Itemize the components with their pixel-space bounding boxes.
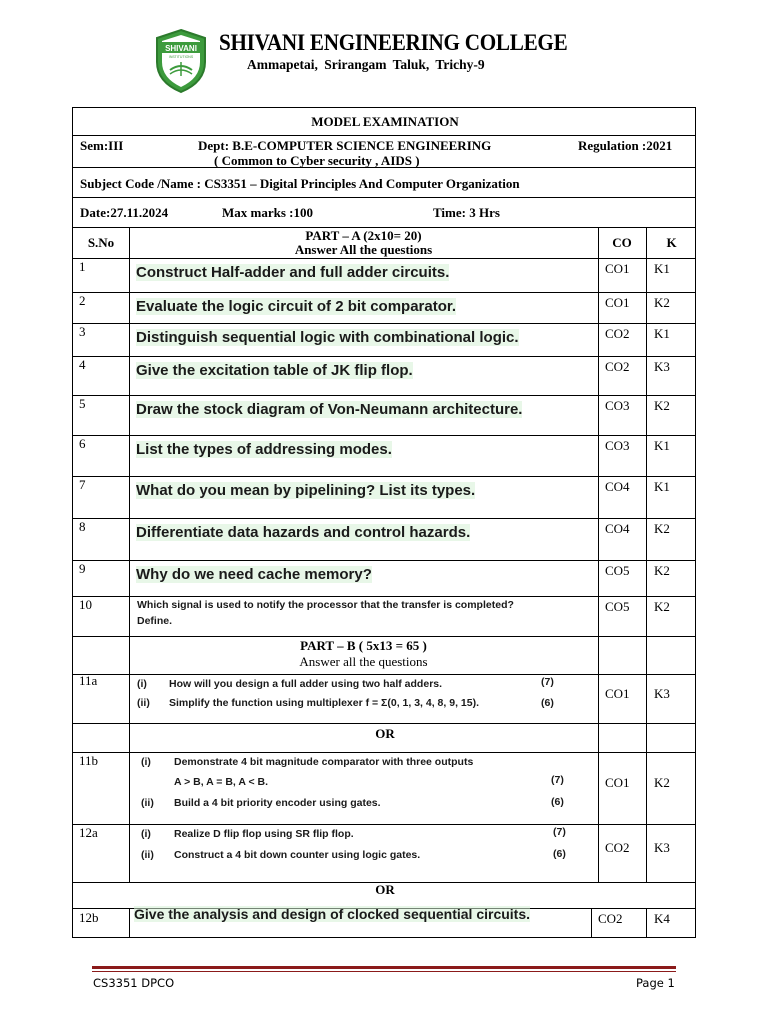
question-number: 8 [79,519,86,534]
q11b-i-text2: A > B, A = B, A < B. [174,776,269,788]
or-label-1: OR [375,726,395,741]
col-co-header: CO [612,235,632,250]
col-k-header: K [666,235,677,250]
part-a-instruction: Answer All the questions [294,242,433,257]
question-co: CO2 [605,326,630,341]
q11a-i-label: (i) [137,678,147,690]
q12a-i-label: (i) [141,828,151,840]
question-text: Construct Half-adder and full adder circuits. [136,264,450,281]
q12a-ii-marks: (6) [553,848,566,860]
q12a-ii-label: (ii) [141,849,154,861]
q11a-ii-marks: (6) [541,697,554,709]
q11b-k: K2 [654,775,670,790]
question-text: Give the excitation table of JK flip flop. [136,362,413,379]
exam-title: MODEL EXAMINATION [311,114,459,129]
question-co: CO3 [605,438,630,453]
q11b-i-marks: (7) [551,774,564,786]
question-text-line2: Define. [137,615,173,627]
question-k-level: K2 [654,398,670,413]
question-text: What do you mean by pipelining? List its types. [136,482,476,499]
q11a-i-text: How will you design a full adder using two half adders. [169,678,443,690]
exam-time: Time: 3 Hrs [433,205,500,220]
q12a-co: CO2 [605,840,630,855]
question-co: CO1 [605,261,630,276]
college-name: SHIVANI ENGINEERING COLLEGE [219,30,568,55]
question-k-level: K2 [654,521,670,536]
question-co: CO5 [605,563,630,578]
question-number: 5 [79,396,86,411]
q11b-i-label: (i) [141,756,151,768]
footer-rule-thick [92,966,676,969]
college-address: Ammapetai, Srirangam Taluk, Trichy-9 [247,57,485,72]
question-number: 9 [79,561,86,576]
question-co: CO2 [605,359,630,374]
q12a-i-marks: (7) [553,826,566,838]
question-k-level: K2 [654,599,670,614]
question-text: List the types of addressing modes. [136,441,392,458]
q12b-co: CO2 [598,911,623,926]
logo-text: SHIVANI [165,44,197,53]
part-b-title: PART – B ( 5x13 = 65 ) [300,638,427,653]
question-text: Why do we need cache memory? [136,566,372,583]
question-k-level: K1 [654,479,670,494]
question-co: CO3 [605,398,630,413]
question-co: CO4 [605,479,630,494]
question-text: Distinguish sequential logic with combinational logic. [136,329,519,346]
question-co: CO5 [605,599,630,614]
exam-table [72,107,696,938]
exam-date: Date:27.11.2024 [80,205,169,220]
question-text: Which signal is used to notify the processor that the transfer is completed? [137,599,514,611]
q11a-ii-text: Simplify the function using multiplexer f = Σ(0, 1, 3, 4, 8, 9, 15). [169,697,479,709]
question-text: Evaluate the logic circuit of 2 bit comparator. [136,298,457,315]
college-logo [153,28,209,94]
or-label-2: OR [375,882,395,897]
question-number: 10 [79,597,92,612]
q11b-co: CO1 [605,775,630,790]
question-number: 7 [79,477,86,492]
q11a-ii-label: (ii) [137,697,150,709]
semester: Sem:III [80,138,124,153]
logo-subtext: INSTITUTIONS [168,55,194,59]
question-number: 1 [79,259,86,274]
question-co: CO1 [605,295,630,310]
question-number: 3 [79,324,86,339]
subject: Subject Code /Name : CS3351 – Digital Principles And Computer Organization [80,176,520,191]
q12b-text: Give the analysis and design of clocked sequential circuits. [134,906,531,922]
q12b-k: K4 [654,911,670,926]
question-text: Differentiate data hazards and control hazards. [136,524,471,541]
part-b-instruction: Answer all the questions [299,654,428,669]
q12a-ii-text: Construct a 4 bit down counter using logic gates. [174,849,421,861]
q11a-i-marks: (7) [541,676,554,688]
q11b-number: 11b [79,753,99,768]
question-co: CO4 [605,521,630,536]
footer-page-number: Page 1 [636,976,675,990]
question-number: 4 [79,357,86,372]
regulation: Regulation :2021 [578,138,673,153]
q11b-ii-marks: (6) [551,796,564,808]
footer-rule-thin [92,971,676,972]
department: Dept: B.E-COMPUTER SCIENCE ENGINEERING [198,138,492,153]
question-text: Draw the stock diagram of Von-Neumann architecture. [136,401,523,418]
question-k-level: K1 [654,438,670,453]
question-k-level: K3 [654,359,670,374]
max-marks: Max marks :100 [222,205,313,220]
department-note: ( Common to Cyber security , AIDS ) [214,153,420,168]
q11b-ii-text: Build a 4 bit priority encoder using gates. [174,797,381,809]
question-number: 6 [79,436,86,451]
q11b-ii-label: (ii) [141,797,154,809]
q11a-co: CO1 [605,686,630,701]
part-a-title: PART – A (2x10= 20) [305,228,422,243]
question-k-level: K2 [654,295,670,310]
question-k-level: K2 [654,563,670,578]
q11a-k: K3 [654,686,670,701]
q11a-number: 11a [79,673,98,688]
q12a-i-text: Realize D flip flop using SR flip flop. [174,828,354,840]
q12a-number: 12a [79,825,98,840]
question-number: 2 [79,293,86,308]
q12b-number: 12b [79,910,99,925]
q12a-k: K3 [654,840,670,855]
question-k-level: K1 [654,261,670,276]
footer-course-code: CS3351 DPCO [93,976,175,990]
q11b-i-text: Demonstrate 4 bit magnitude comparator with three outputs [174,756,474,768]
question-k-level: K1 [654,326,670,341]
col-sno-header: S.No [87,235,115,250]
